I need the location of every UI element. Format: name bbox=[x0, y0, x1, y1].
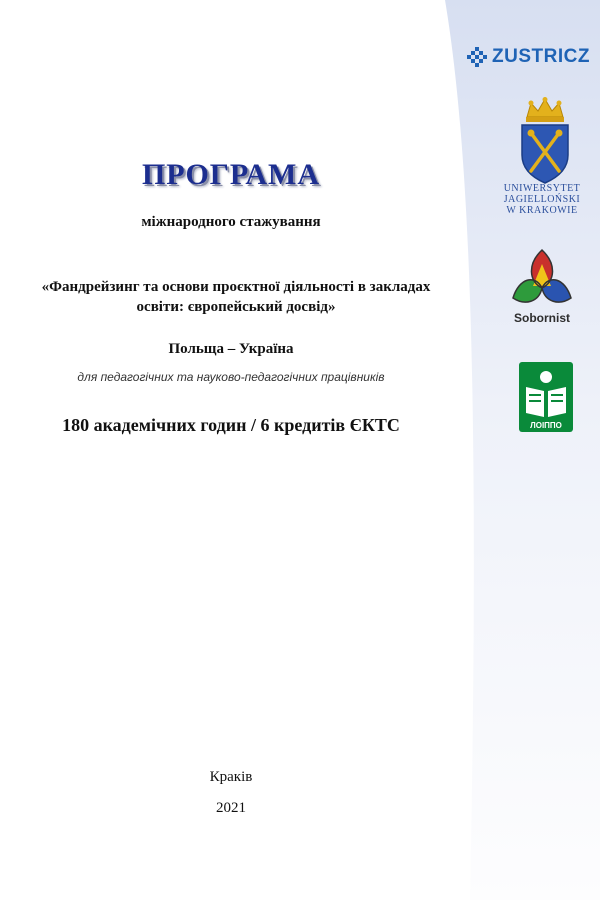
audience-line: для педагогічних та науково-педагогічних працівників bbox=[77, 370, 385, 384]
countries-line: Польща – Україна bbox=[168, 341, 294, 357]
trefoil-icon bbox=[509, 246, 575, 310]
sobornist-label: Sobornist bbox=[514, 311, 570, 325]
page-subtitle: міжнародного стажування bbox=[141, 214, 321, 230]
open-book-icon bbox=[518, 361, 574, 433]
jagiellonian-university-label bbox=[492, 183, 592, 216]
program-topic-line2: освіти: європейський досвід» bbox=[136, 299, 336, 315]
ippo-label: ЛОІППО bbox=[530, 421, 562, 430]
program-topic-line1: «Фандрейзинг та основи проєктної діяльності в закладах bbox=[41, 279, 431, 295]
year-label: 2021 bbox=[216, 800, 246, 816]
zustricz-label: ZUSTRICZ bbox=[492, 46, 590, 67]
jagiellonian-label-line3: W KRAKOWIE bbox=[506, 205, 578, 216]
jagiellonian-label-line1: UNIWERSYTET bbox=[503, 183, 581, 194]
zustricz-emblem-icon bbox=[466, 46, 488, 68]
hours-credits-line: 180 академічних годин / 6 кредитів ЄКТС bbox=[62, 415, 400, 435]
program-topic bbox=[10, 277, 462, 317]
jagiellonian-label-line2: JAGIELLOŃSKI bbox=[503, 194, 581, 205]
page-title: ПРОГРАМА bbox=[141, 158, 321, 191]
zustricz-logo bbox=[466, 44, 592, 70]
city-label: Краків bbox=[209, 769, 253, 785]
